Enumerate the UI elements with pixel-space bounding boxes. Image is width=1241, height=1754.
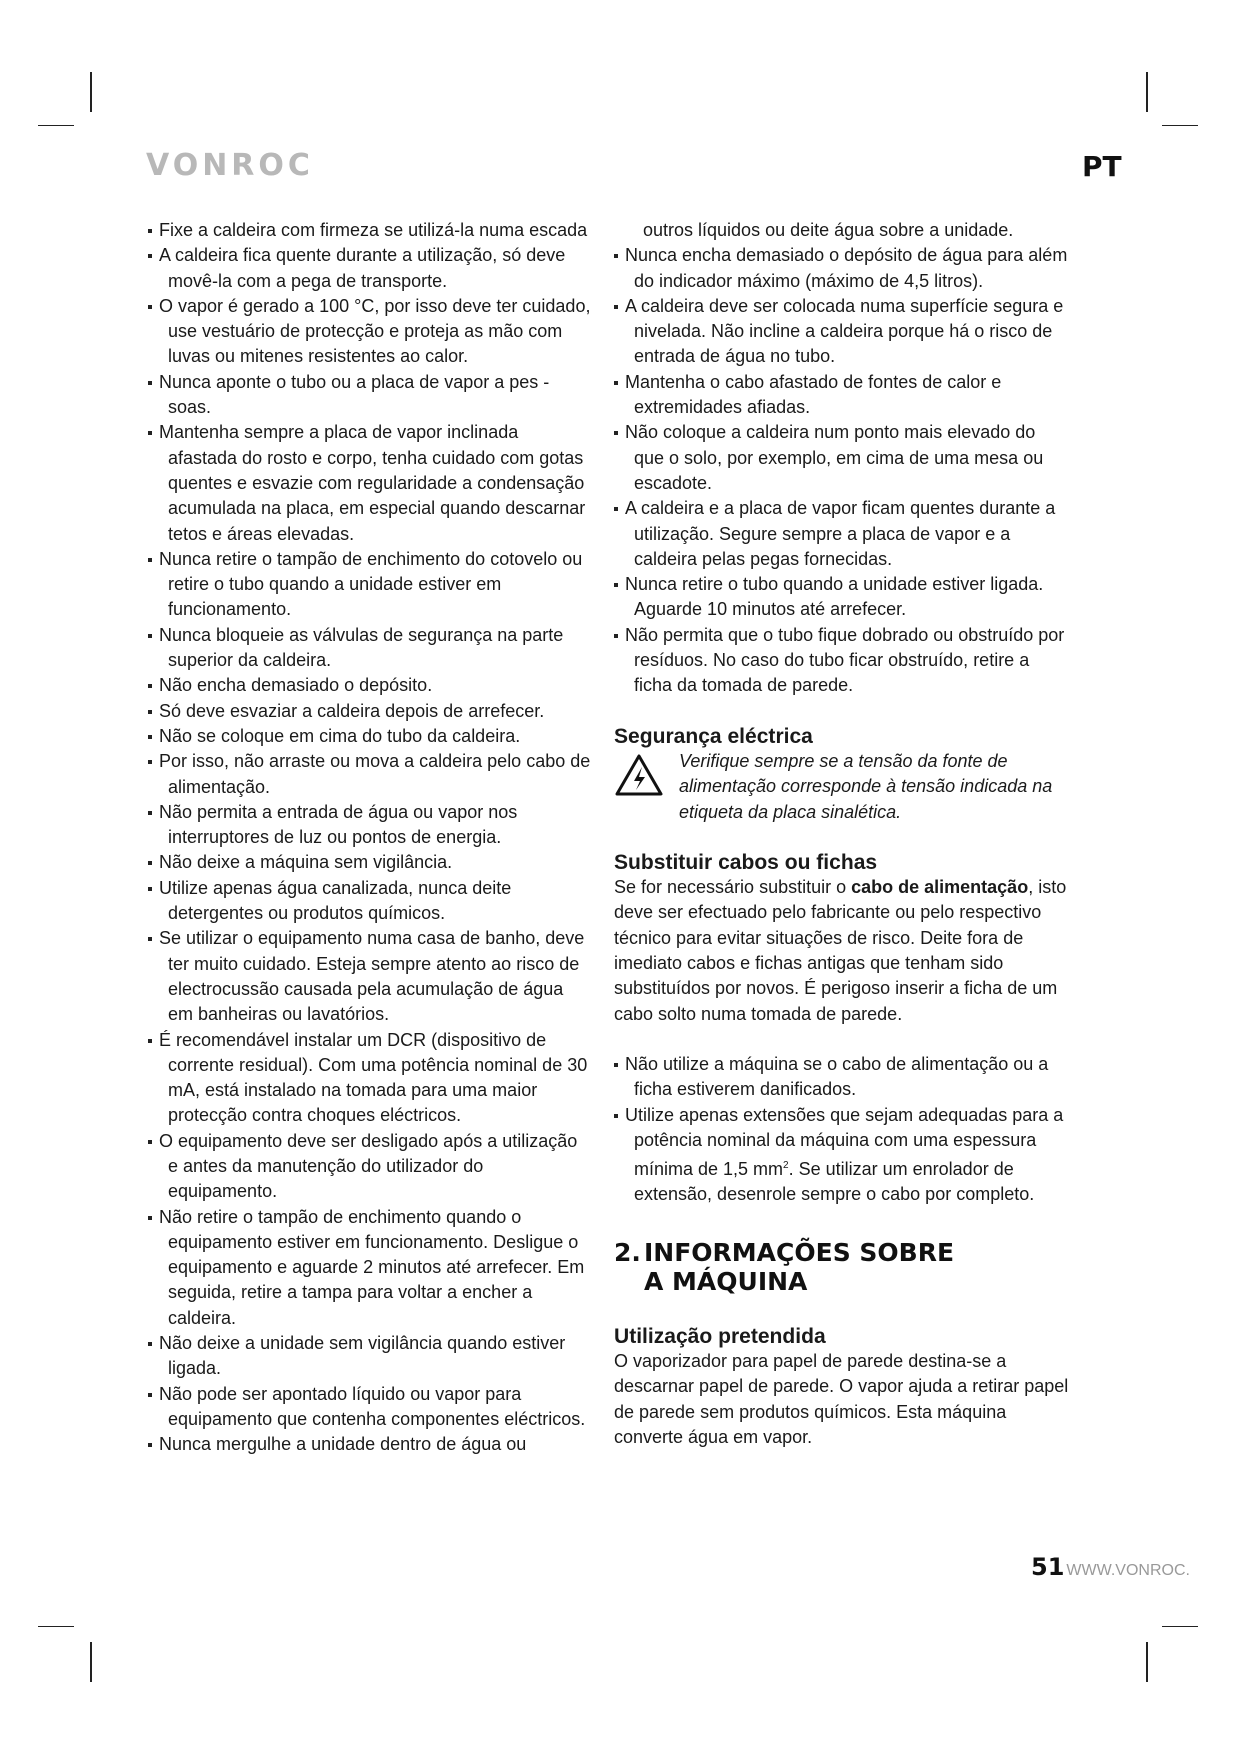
intended-use-heading: Utilização pretendida bbox=[614, 1324, 826, 1348]
list-item: Não pode ser apontado líquido ou vapor para equipamento que contenha componentes eléctricos. bbox=[148, 1382, 591, 1433]
list-item: Nunca encha demasiado o depósito de água para além do indicador máximo (máximo de 4,5 litros). bbox=[614, 243, 1069, 294]
section-title-line1: INFORMAÇÕES SOBRE bbox=[644, 1237, 955, 1267]
page-footer bbox=[1031, 1553, 1190, 1581]
list-item: Mantenha sempre a placa de vapor inclinada afastada do rosto e corpo, tenha cuidado com gotas quentes e esvazie com regularidade a condensação acumulada na placa, em especial quando descarnar tetos e áreas elevadas. bbox=[148, 420, 591, 546]
list-item: Não coloque a caldeira num ponto mais elevado do que o solo, por exemplo, em cima de uma mesa ou escadote. bbox=[614, 420, 1069, 496]
list-item: A caldeira deve ser colocada numa superfície segura e nivelada. Não incline a caldeira porque há o risco de entrada de água no tubo. bbox=[614, 294, 1069, 370]
continued-text: outros líquidos ou deite água sobre a unidade. bbox=[643, 220, 1014, 240]
crop-mark bbox=[38, 125, 74, 126]
list-item: Se utilizar o equipamento numa casa de banho, deve ter muito cuidado. Esteja sempre atento ao risco de electrocussão causada pela acumulação de água em banheiras ou lavatórios. bbox=[148, 926, 591, 1027]
list-item: Nunca mergulhe a unidade dentro de água ou bbox=[148, 1432, 591, 1457]
list-item: Não deixe a máquina sem vigilância. bbox=[148, 850, 591, 875]
crop-mark bbox=[90, 1642, 92, 1682]
list-item: Utilize apenas água canalizada, nunca deite detergentes ou produtos químicos. bbox=[148, 876, 591, 927]
list-item: Não se coloque em cima do tubo da caldeira. bbox=[148, 724, 591, 749]
list-item: Nunca retire o tubo quando a unidade estiver ligada. Aguarde 10 minutos até arrefecer. bbox=[614, 572, 1069, 623]
language-code: PT bbox=[1082, 150, 1122, 183]
electrical-safety-heading: Segurança eléctrica bbox=[614, 724, 813, 748]
list-item: Nunca bloqueie as válvulas de segurança na parte superior da caldeira. bbox=[148, 623, 591, 674]
crop-mark bbox=[38, 1626, 74, 1627]
intended-use-text: O vaporizador para papel de parede destina-se a descarnar papel de parede. O vapor ajuda a retirar papel de parede sem produtos químicos. Esta máquina converte água em vapor. bbox=[614, 1350, 1069, 1447]
left-column bbox=[148, 218, 591, 1458]
safety-list-left bbox=[148, 218, 591, 1458]
safety-list-right bbox=[614, 243, 1069, 698]
list-item: Não permita a entrada de água ou vapor nos interruptores de luz ou pontos de energia. bbox=[148, 800, 591, 851]
crop-mark bbox=[90, 72, 92, 112]
section-heading bbox=[614, 1238, 1069, 1296]
crop-mark bbox=[1162, 125, 1198, 126]
cable-list bbox=[614, 1052, 1069, 1208]
page-number: 51 bbox=[1031, 1553, 1065, 1581]
list-item: A caldeira e a placa de vapor ficam quentes durante a utilização. Segure sempre a placa de vapor e a caldeira pelas pegas fornecidas. bbox=[614, 496, 1069, 572]
crop-mark bbox=[1146, 1642, 1148, 1682]
crop-mark bbox=[1162, 1626, 1198, 1627]
list-item: O vapor é gerado a 100 °C, por isso deve ter cuidado, use vestuário de protecção e proteja as mão com luvas ou mitenes resistentes ao calor. bbox=[148, 294, 591, 370]
list-item: É recomendável instalar um DCR (dispositivo de corrente residual). Com uma potência nominal de 30 mA, está instalado na tomada para uma maior protecção contra choques eléctricos. bbox=[148, 1028, 591, 1129]
list-item: Não utilize a máquina se o cabo de alimentação ou a ficha estiverem danificados. bbox=[614, 1052, 1069, 1103]
list-item: Só deve esvaziar a caldeira depois de arrefecer. bbox=[148, 699, 591, 724]
list-item: Fixe a caldeira com firmeza se utilizá-la numa escada bbox=[148, 218, 591, 243]
list-item: Nunca aponte o tubo ou a placa de vapor a pes - soas. bbox=[148, 370, 591, 421]
section-number: 2. bbox=[614, 1237, 641, 1267]
crop-mark bbox=[1146, 72, 1148, 112]
list-item: Não encha demasiado o depósito. bbox=[148, 673, 591, 698]
power-cable-term: cabo de alimentação bbox=[851, 877, 1029, 898]
list-item: Por isso, não arraste ou mova a caldeira pelo cabo de alimentação. bbox=[148, 749, 591, 800]
list-item: O equipamento deve ser desligado após a utilização e antes da manutenção do utilizador do equipamento. bbox=[148, 1129, 591, 1205]
section-title-line2: A MÁQUINA bbox=[644, 1266, 808, 1296]
list-item: Não deixe a unidade sem vigilância quando estiver ligada. bbox=[148, 1331, 591, 1382]
list-item: Utilize apenas extensões que sejam adequadas para a potência nominal da máquina com uma espessura mínima de 1,5 $mm^2$. Se utilizar um enrolador de extensão, desenrole sempre o cabo por completo. bbox=[614, 1103, 1069, 1208]
website-link[interactable]: WWW.VONROC. bbox=[1066, 1562, 1190, 1579]
electric-hazard-icon bbox=[614, 753, 664, 797]
replace-cables-heading: Substituir cabos ou fichas bbox=[614, 850, 878, 874]
brand-logo: VONROC bbox=[146, 148, 314, 183]
electrical-warning bbox=[614, 749, 1069, 825]
list-item: Nunca retire o tampão de enchimento do cotovelo ou retire o tubo quando a unidade estiver em funcionamento. bbox=[148, 547, 591, 623]
list-item: Não permita que o tubo fique dobrado ou obstruído por resíduos. No caso do tubo ficar obstruído, retire a ficha da tomada de parede. bbox=[614, 623, 1069, 699]
replace-cables-text: Se for necessário substituir o cabo de alimentação, isto deve ser efectuado pelo fabricante ou pelo respectivo técnico para evitar situações de risco. Deite fora de imediato cabos e fichas antigas que tenham sido substituídos por novos. É perigoso inserir a ficha de um cabo solto numa tomada de parede. bbox=[614, 877, 1067, 1024]
warning-text: Verifique sempre se a tensão da fonte de alimentação corresponde à tensão indicada na etiqueta da placa sinalética. bbox=[679, 750, 1053, 822]
list-item: A caldeira fica quente durante a utilização, só deve movê-la com a pega de transporte. bbox=[148, 243, 591, 294]
list-item: Não retire o tampão de enchimento quando o equipamento estiver em funcionamento. Desligue o equipamento e aguarde 2 minutos até arrefecer. Em seguida, retire a tampa para voltar a encher a caldeira. bbox=[148, 1205, 591, 1331]
right-column bbox=[614, 218, 1069, 1450]
list-item: Mantenha o cabo afastado de fontes de calor e extremidades afiadas. bbox=[614, 370, 1069, 421]
